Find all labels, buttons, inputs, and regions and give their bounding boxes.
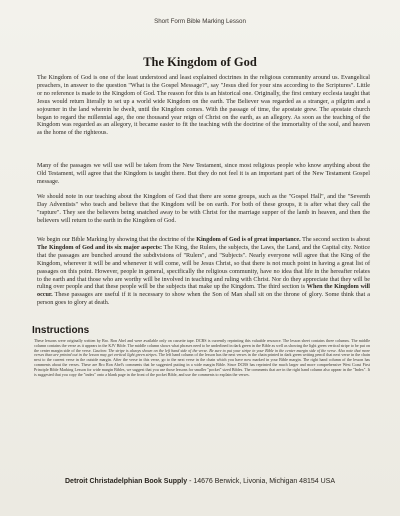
p4-bold-aspects: The Kingdom of God and its six major aspects: bbox=[37, 244, 162, 251]
publisher-address: - 14676 Berwick, Livonia, Michigan 48154 USA bbox=[187, 478, 335, 485]
instructions-caution: Caution: The stripe is always shown on the left hand side of the verse. Be sure to put your stripe in your Bible in the center margin side of the verse. Also note that more verses than are printed out in the lesson may get vertical light green stripes. bbox=[34, 347, 370, 358]
p4-text-e: The King, the Rulers, the subjects, the Laws, the Land, and the Capital city. Notice that the passages are bunched around the subdivisions of "Rulers", and "Subjects". Nearly everyone will agree that the King of the Kingdom, wherever it will be and whenever it will come, will be Jesus Christ, so that there is not much point in having a great list of passages on this point. However, people in general, specifically the religious community, have no idea that life in the hereafter relates to the earth and that those who are worthy will be involved in teaching and ruling with Christ. Nor do they appreciate that they will be ruling over people and that these people will be the subjects that make up the Kingdom. The third section is bbox=[37, 244, 370, 291]
page-title: The Kingdom of God bbox=[143, 55, 257, 69]
p4-text-c: The second section is about bbox=[300, 237, 370, 243]
instructions-heading: Instructions bbox=[32, 325, 90, 336]
bible-marking-paragraph bbox=[37, 237, 370, 308]
publisher-name: Detroit Christadelphian Book Supply bbox=[65, 478, 188, 485]
lesson-header: Short Form Bible Marking Lesson bbox=[154, 18, 246, 25]
instructions-text-c: The left hand column of the lesson has the next verses in the chain printed in dark green writing pencil that next verse in the chain next to the current verse in the outside margin. After the verse in this verse, go to the next verse in the chain which you have now marked in your Bible margin. The right hand column of the lesson has comments about the verses. These are Bro Ron Abel's comments that he suggested putting in a wide margin Bible. Since DCBS has reprinted the much larger and more comprehensive West Coast First Principle Bible Marking Lesson for wide margin Bibles, we suggest that you use those lessons for smaller "pocket" sized Bibles. The comments that are in the right hand column also appear in the "Index". It is suggested that you copy the "index" onto a blank page in the front of the pocket Bible, and use the comments to explain the verses. bbox=[34, 352, 370, 377]
p4-text-g: These passages are useful if it is necessary to show when the Son of Man shall sit on the throne of glory. Some think that a person goes to glory at death. bbox=[37, 292, 370, 307]
rapture-paragraph: We should note in our teaching about the Kingdom of God that there are some groups, such as the "Gospel Hall", and the "Seventh Day Adventists" who teach and believe that the Kingdom will be on earth. For both of these groups, it is after what they call the "rapture". They see the believers being snatched away to be with Christ for the marriage supper of the lamb in heaven, and then the believers will return to the earth in the Kingdom of God. bbox=[37, 194, 370, 224]
new-testament-paragraph: Many of the passages we will use will be taken from the New Testament, since most religious people who know anything about the Old Testament, will agree that the Kingdom is taught there. But they do not feel it is an important part of the New Testament Gospel message. bbox=[37, 163, 370, 185]
p4-bold-when: When the Kingdom will occur. bbox=[37, 284, 371, 299]
instructions-text bbox=[34, 339, 370, 377]
intro-paragraph: The Kingdom of God is one of the least understood and least explained doctrines in the religious community around us. Evangelical preachers, in answer to the question "What is the Gospel Message?", say "Jesus died for your sins according to the Scriptures". Little or no reference is made to the Kingdom of God. The reason for this is an historical one. Originally, the first century ecclesia taught that Jesus would return literally to set up a world wide Kingdom on the earth. The Believer was regarded as a stranger, a pilgrim and a sojourner in the land wherein he dwelt, until the Kingdom comes. With the passage of time, the apostate grew. The apostate church began to regard the millennial age, the one thousand year reign of Christ on the earth, as an allegory. As soon as the teaching of the Kingdom was regarded as an allegory, it became easier to fit the teaching with the doctrine of the immortality of the soul, and heaven as the home of the righteous. bbox=[37, 75, 370, 137]
instructions-text-a: These lessons were originally written by Bro. Ron Abel and were available only on cassette tape. DCBS is currently reprinting this valuable resource. The lesson sheet contains three columns. The middle column contains the verse as it appears in the KJV Bible. The middle column shows what phrases need to be underlined in dark green in the Bible as well as showing the light green vertical stripe to be put on the center margin side of the verse. bbox=[34, 338, 370, 353]
publisher-footer bbox=[0, 478, 400, 485]
p4-text-a: We begin our Bible Marking by showing that the doctrine of the bbox=[37, 237, 197, 243]
p4-bold-importance: Kingdom of God is of great importance. bbox=[196, 237, 301, 243]
